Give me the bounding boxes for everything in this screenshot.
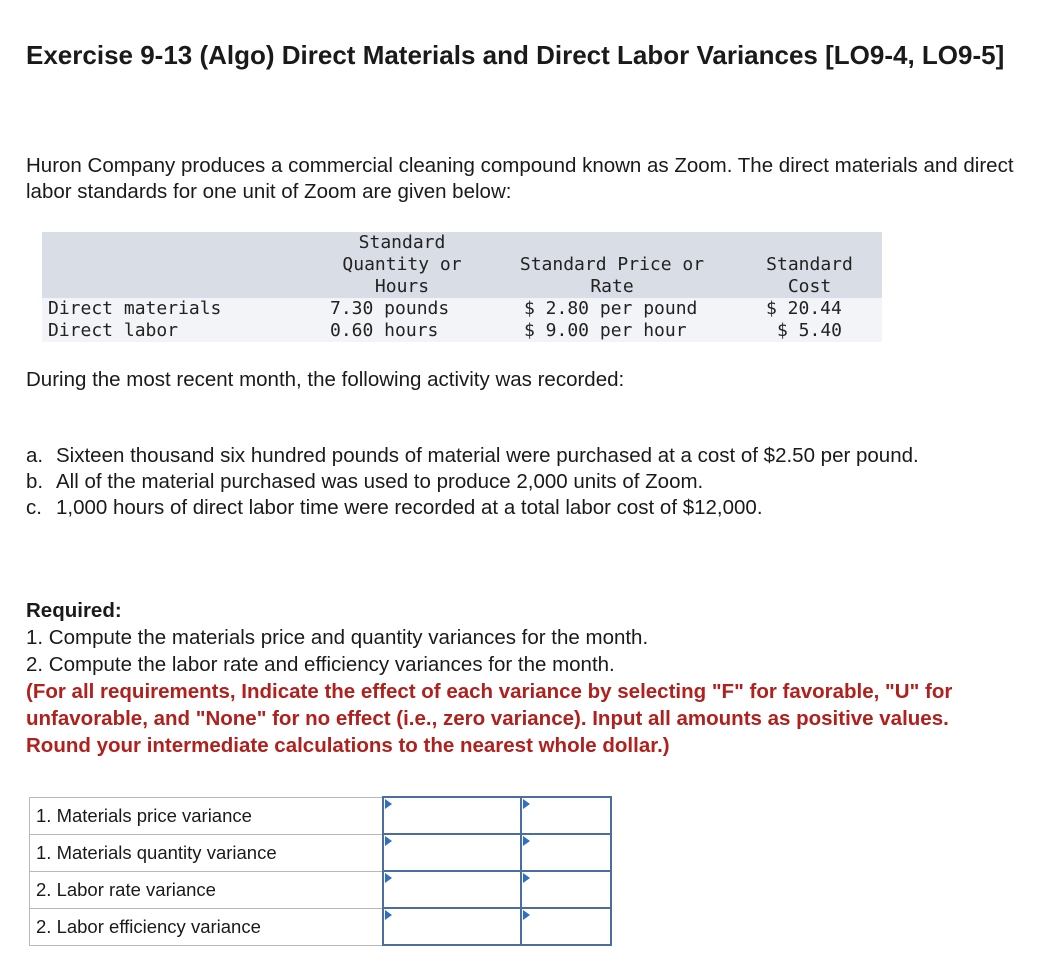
variance-effect-select[interactable] bbox=[522, 909, 610, 944]
activity-text: 1,000 hours of direct labor time were recorded at a total labor cost of $12,000. bbox=[56, 496, 763, 519]
answer-row bbox=[30, 797, 611, 834]
header-price-line2: Rate bbox=[590, 276, 634, 297]
header-quantity-line1: Standard bbox=[358, 232, 446, 253]
header-quantity-line3: Hours bbox=[374, 276, 430, 297]
variance-amount-input[interactable] bbox=[384, 798, 520, 833]
standards-table bbox=[42, 232, 882, 342]
variance-amount-cell bbox=[383, 797, 521, 834]
variance-effect-select[interactable] bbox=[522, 872, 610, 907]
activity-marker: b. bbox=[26, 470, 44, 493]
header-quantity bbox=[312, 232, 492, 298]
activity-item bbox=[26, 469, 1016, 495]
variance-effect-select[interactable] bbox=[522, 798, 610, 833]
variance-effect-cell bbox=[521, 908, 611, 945]
answer-label: 1. Materials quantity variance bbox=[30, 834, 383, 871]
header-quantity-line2: Quantity or bbox=[342, 254, 462, 275]
answer-table bbox=[29, 796, 612, 946]
required-title: Required: bbox=[26, 599, 122, 622]
required-item: 1. Compute the materials price and quantity variances for the month. bbox=[26, 626, 649, 649]
row-price: $ 2.80 per pound bbox=[524, 298, 698, 319]
activity-lead: During the most recent month, the following activity was recorded: bbox=[26, 368, 625, 391]
activity-list bbox=[26, 443, 1016, 521]
variance-amount-cell bbox=[383, 871, 521, 908]
answer-row bbox=[30, 871, 611, 908]
variance-amount-input[interactable] bbox=[384, 835, 520, 870]
row-quantity: 0.60 hours bbox=[330, 320, 439, 341]
header-cost-line1: Standard bbox=[766, 254, 853, 275]
activity-item bbox=[26, 495, 1016, 521]
required-section bbox=[26, 597, 1016, 759]
row-quantity: 7.30 pounds bbox=[330, 298, 450, 319]
answer-label: 2. Labor efficiency variance bbox=[30, 908, 383, 945]
variance-effect-cell bbox=[521, 871, 611, 908]
header-price-line1: Standard Price or bbox=[519, 254, 705, 275]
header-cost-line2: Cost bbox=[787, 276, 832, 297]
row-price: $ 9.00 per hour bbox=[524, 320, 687, 341]
header-cost bbox=[752, 254, 867, 298]
activity-item bbox=[26, 443, 1016, 469]
activity-marker: c. bbox=[26, 496, 42, 519]
answer-label: 2. Labor rate variance bbox=[30, 871, 383, 908]
variance-amount-input[interactable] bbox=[384, 872, 520, 907]
variance-amount-cell bbox=[383, 834, 521, 871]
answer-row bbox=[30, 908, 611, 945]
activity-marker: a. bbox=[26, 444, 44, 467]
standards-table-body bbox=[42, 298, 882, 342]
standards-table-header bbox=[42, 232, 882, 298]
row-label: Direct materials bbox=[48, 298, 222, 319]
variance-amount-cell bbox=[383, 908, 521, 945]
required-item: 2. Compute the labor rate and efficiency variances for the month. bbox=[26, 653, 615, 676]
exercise-title: Exercise 9-13 (Algo) Direct Materials and Direct Labor Variances [LO9-4, LO9-5] bbox=[26, 40, 1005, 70]
row-cost: $ 20.44 bbox=[766, 298, 842, 319]
required-note: (For all requirements, Indicate the effect of each variance by selecting "F" for favorable, "U" for unfavorable, and "None" for no effect (i.e., zero variance). Input all amounts as positive values. Round your intermediate calculations to the nearest whole dollar.) bbox=[26, 680, 953, 757]
answer-label: 1. Materials price variance bbox=[30, 797, 383, 834]
variance-amount-input[interactable] bbox=[384, 909, 520, 944]
row-label: Direct labor bbox=[48, 320, 179, 341]
intro-paragraph: Huron Company produces a commercial cleaning compound known as Zoom. The direct materials and direct labor standards for one unit of Zoom are given below: bbox=[26, 154, 1014, 203]
answer-row bbox=[30, 834, 611, 871]
variance-effect-select[interactable] bbox=[522, 835, 610, 870]
activity-text: All of the material purchased was used to produce 2,000 units of Zoom. bbox=[56, 470, 704, 493]
variance-effect-cell bbox=[521, 797, 611, 834]
row-cost: $ 5.40 bbox=[777, 320, 843, 341]
header-price bbox=[502, 254, 722, 298]
variance-effect-cell bbox=[521, 834, 611, 871]
activity-text: Sixteen thousand six hundred pounds of material were purchased at a cost of $2.50 per pound. bbox=[56, 444, 919, 467]
